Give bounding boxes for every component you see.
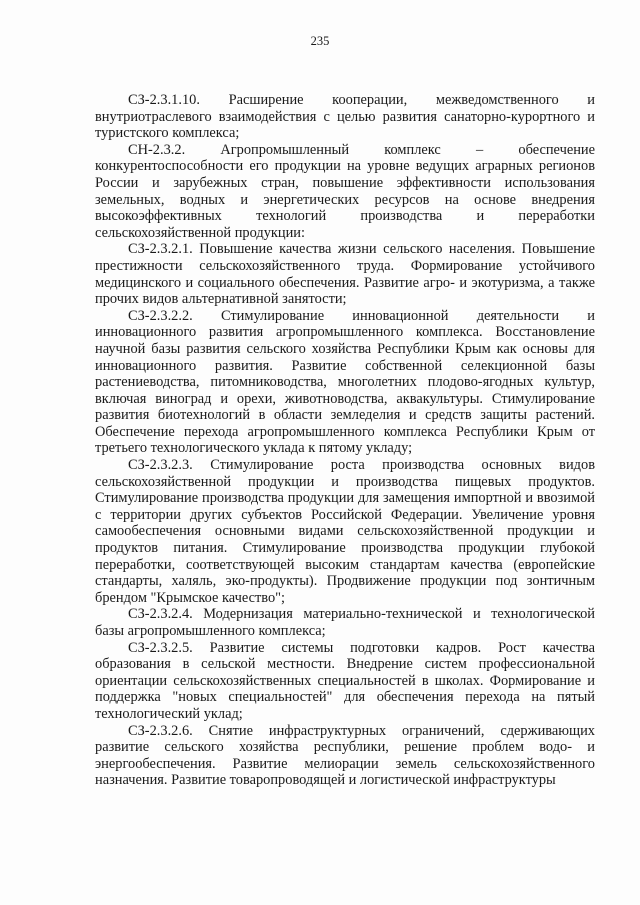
paragraph-sz-2-3-2-1: СЗ-2.3.2.1. Повышение качества жизни сельского населения. Повышение престижности сельскохозяйственного труда. Формирование устойчивого медицинского и социального обеспечения. Развитие агро- и экотуризма, а также прочих видов альтернативной занятости;	[95, 241, 595, 308]
document-body	[95, 92, 595, 789]
paragraph-sz-2-3-2-6: СЗ-2.3.2.6. Снятие инфраструктурных ограничений, сдерживающих развитие сельского хозяйства республики, решение проблем водо- и энергообеспечения. Развитие мелиорации земель сельскохозяйственного назначения. Развитие товаропроводящей и логистической инфраструктуры	[95, 722, 595, 789]
paragraph-sn-2-3-2: СН-2.3.2. Агропромышленный комплекс – обеспечение конкурентоспособности его продукции на уровне ведущих аграрных регионов России и зарубежных стран, повышение эффективности использования земельных, водных и энергетических ресурсов на основе внедрения высокоэффективных технологий производства и переработки сельскохозяйственной продукции:	[95, 141, 595, 241]
paragraph-sz-2-3-2-3: СЗ-2.3.2.3. Стимулирование роста производства основных видов сельскохозяйственной продукции и производства пищевых продуктов. Стимулирование производства продукции для замещения импортной и ввозимой с территории других субъектов Российской Федерации. Увеличение уровня самообеспечения основными видами сельскохозяйственной продукции и продуктов питания. Стимулирование производства продукции глубокой переработки, соответствующей высоким стандартам качества (европейские стандарты, халяль, эко-продукты). Продвижение продукции под зонтичным брендом "Крымское качество";	[95, 457, 595, 606]
paragraph-sz-2-3-1-10: СЗ-2.3.1.10. Расширение кооперации, межведомственного и внутриотраслевого взаимодействия с целью развития санаторно-курортного и туристского комплекса;	[95, 92, 595, 142]
paragraph-sz-2-3-2-4: СЗ-2.3.2.4. Модернизация материально-технической и технологической базы агропромышленного комплекса;	[95, 606, 595, 639]
paragraph-sz-2-3-2-5: СЗ-2.3.2.5. Развитие системы подготовки кадров. Рост качества образования в сельской местности. Внедрение систем профессиональной ориентации сельскохозяйственных специальностей в школах. Формирование и поддержка "новых специальностей" для обеспечения перехода на пятый технологический уклад;	[95, 639, 595, 722]
page-number: 235	[310, 34, 330, 48]
paragraph-sz-2-3-2-2: СЗ-2.3.2.2. Стимулирование инновационной деятельности и инновационного развития агропромышленного комплекса. Восстановление научной базы развития сельского хозяйства Республики Крым как основы для инновационного развития. Развитие собственной селекционной базы растениеводства, питомниководства, многолетних плодово-ягодных культур, включая виноград и орехи, животноводства, аквакультуры. Стимулирование развития биотехнологий в области земледелия и средств защиты растений. Обеспечение перехода агропромышленного комплекса Республики Крым от третьего технологического уклада к пятому укладу;	[95, 307, 595, 457]
